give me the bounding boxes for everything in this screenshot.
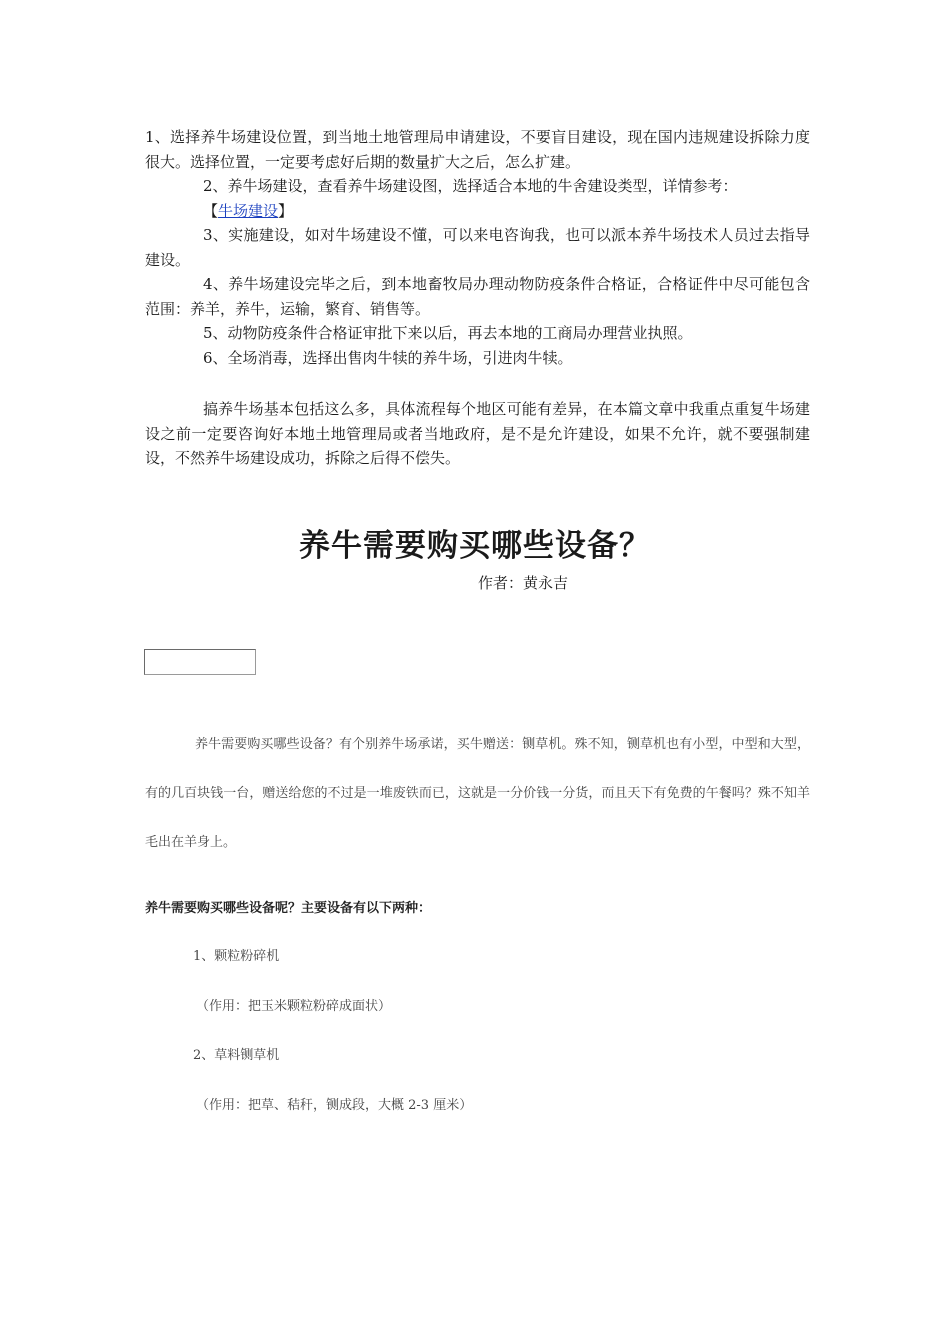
step-3: 3、实施建设，如对牛场建设不懂，可以来电咨询我，也可以派本养牛场技术人员过去指导建设。 xyxy=(145,226,810,269)
equipment-item-1-use: （作用：把玉米颗粒粉碎成面状） xyxy=(196,999,392,1014)
step-5: 5、动物防疫条件合格证审批下来以后，再去本地的工商局办理营业执照。 xyxy=(203,324,693,342)
step-2: 2、养牛场建设，查看养牛场建设图，选择适合本地的牛舍建设类型，详情参考： xyxy=(203,177,738,195)
equipment-item-2: 2、草料铡草机 xyxy=(193,1048,280,1063)
intro-paragraph: 养牛需要购买哪些设备？有个别养牛场承诺，买牛赠送：铡草机。殊不知，铡草机也有小型，中型和大型，有的几百块钱一台，赠送给您的不过是一堆废铁而已，这就是一分价钱一分货，而且天下有免费的午餐吗？殊不知羊毛出在羊身上。 xyxy=(145,737,810,850)
cattle-farm-construction-link[interactable]: 牛场建设 xyxy=(218,201,279,220)
step-4: 4、养牛场建设完毕之后，到本地畜牧局办理动物防疫条件合格证，合格证件中尽可能包含范围：养羊，养牛，运输，繁育、销售等。 xyxy=(145,275,810,318)
summary-paragraph: 搞养牛场基本包括这么多，具体流程每个地区可能有差异，在本篇文章中我重点重复牛场建设之前一定要咨询好本地土地管理局或者当地政府，是不是允许建设，如果不允许，就不要强制建设，不然养牛场建设成功，拆除之后得不偿失。 xyxy=(145,400,810,467)
reference-link-line xyxy=(145,199,810,224)
article-title: 养牛需要购买哪些设备？ xyxy=(299,528,651,564)
step-list xyxy=(145,125,810,370)
article-author: 作者：黄永吉 xyxy=(478,574,569,592)
intro-block xyxy=(145,720,810,867)
link-close-bracket: 】 xyxy=(278,201,294,220)
equipment-subheading: 养牛需要购买哪些设备呢？主要设备有以下两种： xyxy=(145,901,432,916)
step-1: 1、选择养牛场建设位置，到当地土地管理局申请建设，不要盲目建设，现在国内违规建设拆除力度很大。选择位置，一定要考虑好后期的数量扩大之后，怎么扩建。 xyxy=(145,128,810,171)
link-open-bracket: 【 xyxy=(203,201,219,220)
image-placeholder xyxy=(144,649,256,675)
step-6: 6、全场消毒，选择出售肉牛犊的养牛场，引进肉牛犊。 xyxy=(203,348,573,367)
equipment-item-1: 1、颗粒粉碎机 xyxy=(193,949,280,964)
equipment-item-2-use: （作用：把草、秸秆，铡成段，大概 2-3 厘米） xyxy=(196,1098,473,1113)
summary-block xyxy=(145,397,810,471)
